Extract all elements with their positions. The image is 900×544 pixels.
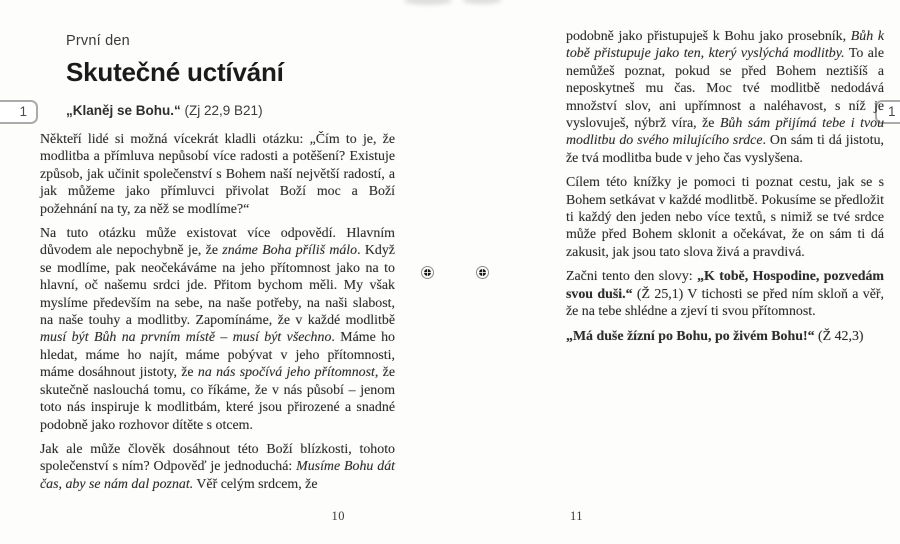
text-run: , že skutečně naslouchá tomu, co říkáme, že v nás působí – jenom toto nás inspiruje k modlitbám, které jsou přirozené a snadné podobně jako rozhovor dítěte s otcem.: [40, 365, 395, 433]
text-run: . Když se modlíme, pak neočekáváme na jeho přítomnost jako na to hlavní, oč našemu srdci jde. Přitom bychom měli. My však myslíme především na sebe, na naše potřeby, na naši slabost, na naše touhy a modlitby. Zapomínáme, že v každé modlitbě: [40, 243, 395, 329]
thumb-tab-left: [0, 100, 38, 124]
paragraph: [40, 225, 395, 434]
chapter-title: Skutečné uctívání: [66, 57, 284, 87]
paragraph: [40, 441, 395, 493]
text-run: . On sám ti dá jistotu, že tvá modlitba bude v jeho čas vyslyšena.: [566, 133, 884, 166]
text-run: Začni tento den slovy:: [566, 269, 698, 285]
scan-smudge: [404, 0, 452, 5]
text-run: Někteří lidé si možná vícekrát kladli otázku: „Čím to je, že modlitba a přímluva nepůsobí více radosti a potěšení? Existuje způsob, jak učinit společenství s Bohem naší největší radostí, a jak můžeme jako přímluvci přivolat Boží moc a Boží požehnání na ty, za něž se modlíme?“: [40, 132, 395, 217]
chapter-kicker: První den: [66, 33, 130, 49]
text-run: známe Boha příliš málo: [222, 243, 358, 259]
text-run: na nás spočívá jeho přítomnost: [197, 365, 375, 381]
paragraph: [566, 268, 884, 320]
text-run: „Má duše žízní po Bohu, po živém Bohu!“: [566, 328, 815, 344]
page-number-right: 11: [570, 509, 584, 523]
text-run: To ale nemůžeš poznat, pokud se před Bohem neztišíš a neposkytneš mu čas. Moc tvé modlitbě nedodává množství slov, ani upřímnost a naléhavost, s níž je vyslovuješ, nýbrž víra, že: [566, 46, 884, 132]
chapter-verse-reference: (Zj 22,9 B21): [180, 103, 263, 118]
text-run: Musíme Bohu dát čas, aby se nám dal poznat.: [40, 459, 395, 492]
text-run: Jak ale může člověk dosáhnout této Boží blízkosti, tohoto společenství s ním? Odpověď je jednoduchá:: [40, 441, 395, 475]
registration-mark-icon: [421, 266, 434, 279]
paragraph: [566, 328, 884, 345]
chapter-header: [66, 33, 284, 118]
text-run: Věř celým srdcem, že: [193, 476, 318, 492]
text-run: Bůh k tobě přistupuje jako ten, který vyslýchá modlitby.: [566, 29, 884, 62]
registration-mark-dot: [424, 269, 431, 276]
paragraph: [566, 174, 884, 261]
thumb-tab-left-label: 1: [19, 104, 27, 119]
registration-mark-icon: [476, 266, 489, 279]
right-page-body: [566, 28, 884, 345]
text-run: Na tuto otázku může existovat více odpovědí. Hlavním důvodem ale nepochybně je, že: [40, 226, 395, 259]
registration-mark-dot: [479, 269, 486, 276]
text-run: . Máme ho hledat, máme ho najít, máme pobývat v jeho přítomnosti, máme dosáhnout jistoty, že: [40, 330, 395, 381]
paragraph: [566, 28, 884, 167]
scan-smudge: [462, 0, 502, 4]
thumb-tab-right-label: 1: [888, 104, 896, 119]
text-run: Bůh sám přijímá tebe i tvou modlitbu do svého milujícího srdce: [566, 116, 885, 149]
page-number-left: 10: [331, 509, 345, 523]
text-run: (Ž 42,3): [814, 328, 864, 344]
chapter-verse-quote: „Klaněj se Bohu.“: [66, 103, 181, 118]
left-page-body: [40, 131, 395, 493]
text-run: (Ž 25,1) V tichosti se před ním skloň a věř, že na tebe shlédne a zjeví ti svou přítomnost.: [566, 286, 884, 320]
paragraph: [40, 131, 395, 218]
text-run: „K tobě, Hospodine, pozvedám svou duši.“: [566, 269, 884, 302]
chapter-verse: [66, 103, 284, 118]
text-run: podobně jako přistupuješ k Bohu jako prosebník,: [566, 29, 851, 44]
text-run: musí být Bůh na prvním místě – musí být všechno: [40, 330, 332, 346]
text-run: Cílem této knížky je pomoci ti poznat cestu, jak se s Bohem setkávat v každé modlitbě. Pokusíme se předložit ti každý den jeden nebo více textů, s nimiž se tvé srdce může před Bohem sklonit a očekávat, že on sám ti dá zakusit, jak jsou tato slova živá a pravdivá.: [566, 175, 884, 260]
